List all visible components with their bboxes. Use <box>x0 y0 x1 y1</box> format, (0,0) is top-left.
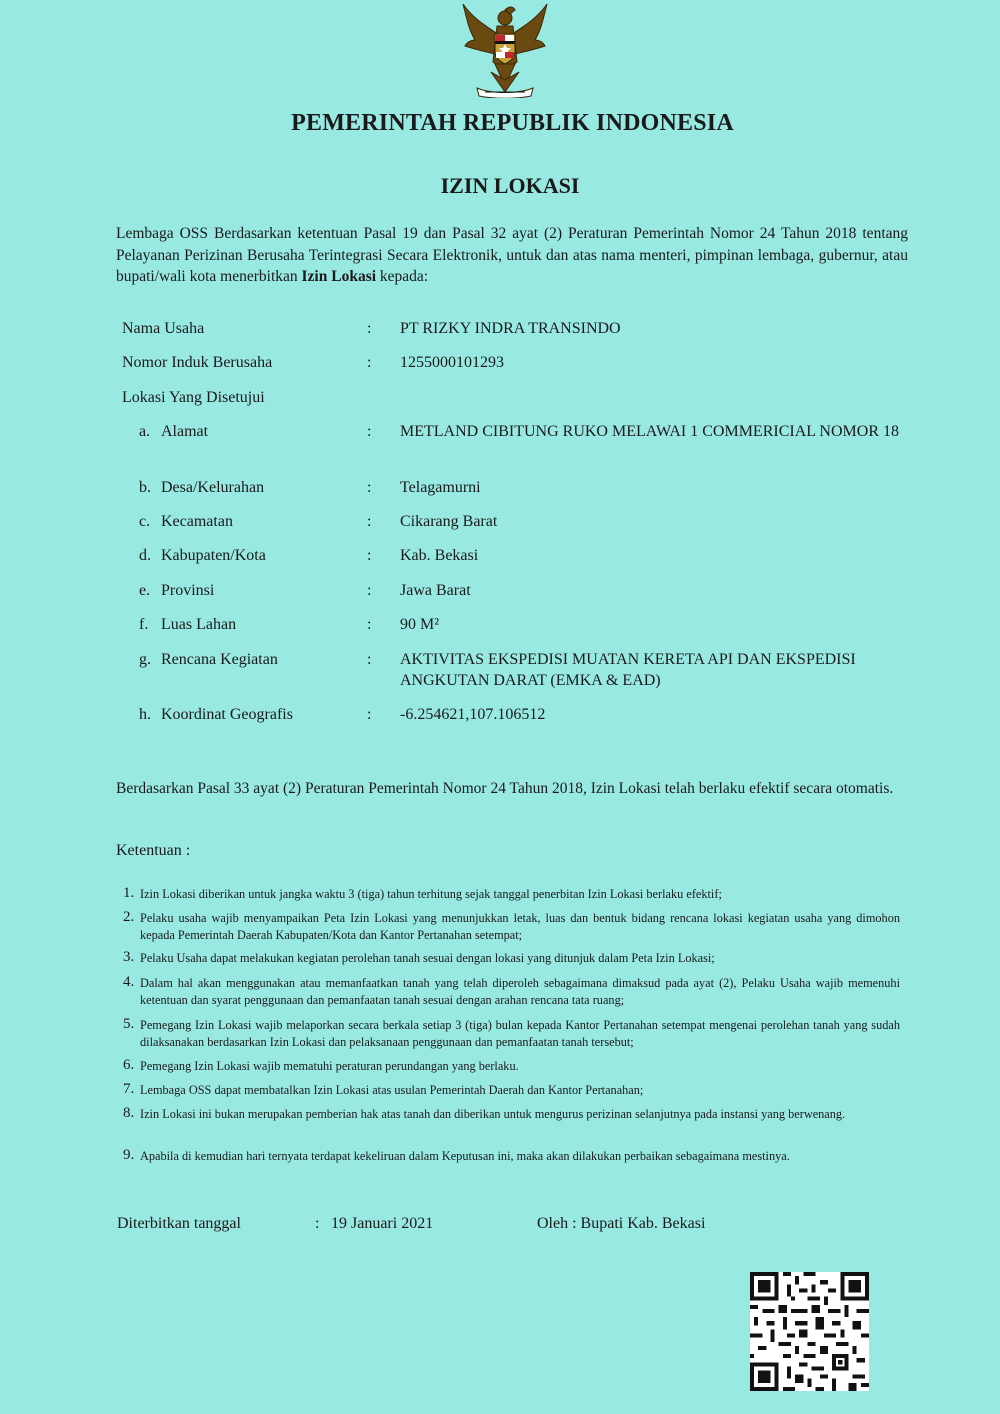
kabupaten-label: Kabupaten/Kota <box>161 547 266 564</box>
list-item-text: Pelaku usaha wajib menyampaikan Peta Izin Lokasi yang menunjukkan letak, luas dan bentuk bidang rencana lokasi kegiatan usaha yang dimohon kepada Pemerintah Daerah Kabupaten/Kota dan Kantor Pertanahan setempat; <box>140 911 900 942</box>
issued-colon: : <box>315 1215 320 1232</box>
issued-date: 19 Januari 2021 <box>331 1215 434 1232</box>
alamat-value: METLAND CIBITUNG RUKO MELAWAI 1 COMMERICIAL NOMOR 18 <box>400 423 899 440</box>
provinsi-label: Provinsi <box>161 582 215 599</box>
nama-usaha-value: PT RIZKY INDRA TRANSINDO <box>400 320 621 337</box>
list-item <box>120 975 900 1009</box>
list-item <box>120 886 900 903</box>
intro-text: Lembaga OSS Berdasarkan ketentuan Pasal 19 dan Pasal 32 ayat (2) Peraturan Pemerintah Nomor 24 Tahun 2018 tentang Pelayanan Perizinan Berusaha Terintegrasi Secara Elektronik, untuk dan atas nama menteri, pimpinan lembaga, gubernur, atau bupati/wali kota menerbitkan <box>116 225 908 285</box>
list-item-text: Pemegang Izin Lokasi wajib mematuhi peraturan perundangan yang berlaku. <box>140 1059 519 1073</box>
field-letter: d. <box>139 547 151 564</box>
field-colon: : <box>367 547 372 564</box>
issued-label: Diterbitkan tanggal <box>117 1215 241 1232</box>
garuda-emblem-icon <box>455 0 555 98</box>
list-item-number: 8. <box>123 1105 135 1121</box>
luas-lahan-label: Luas Lahan <box>161 616 237 633</box>
list-item-number: 2. <box>123 909 135 925</box>
list-item <box>120 1017 900 1051</box>
kecamatan-value: Cikarang Barat <box>400 513 498 530</box>
intro-text-end: kepada: <box>376 268 429 285</box>
list-item <box>120 910 900 944</box>
list-item-text: Izin Lokasi ini bukan merupakan pemberian hak atas tanah dan diberikan untuk mengurus perizinan selanjutnya pada instansi yang berwenang. <box>140 1107 846 1121</box>
qr-code-icon <box>750 1272 869 1391</box>
field-colon: : <box>367 423 372 440</box>
kabupaten-value: Kab. Bekasi <box>400 547 479 564</box>
list-item <box>120 1106 900 1123</box>
issued-by: Oleh : Bupati Kab. Bekasi <box>537 1215 706 1232</box>
field-letter: g. <box>139 651 151 668</box>
desa-label: Desa/Kelurahan <box>161 479 265 496</box>
field-letter: h. <box>139 706 151 723</box>
field-colon: : <box>367 479 372 496</box>
field-colon: : <box>367 651 372 668</box>
list-item-number: 6. <box>123 1057 135 1073</box>
rencana-kegiatan-value: AKTIVITAS EKSPEDISI MUATAN KERETA API DAN EKSPEDISI ANGKUTAN DARAT (EMKA & EAD) <box>400 651 856 689</box>
list-item-number: 3. <box>123 949 135 965</box>
desa-value: Telagamurni <box>400 479 481 496</box>
effective-paragraph: Berdasarkan Pasal 33 ayat (2) Peraturan Pemerintah Nomor 24 Tahun 2018, Izin Lokasi telah berlaku efektif secara otomatis. <box>116 780 894 797</box>
field-letter: f. <box>139 616 149 633</box>
list-item <box>120 1148 900 1165</box>
intro-paragraph <box>116 223 908 288</box>
nib-value: 1255000101293 <box>400 354 504 371</box>
list-item-text: Pemegang Izin Lokasi wajib melaporkan secara berkala setiap 3 (tiga) bulan kepada Kantor Pertanahan setempat mengenai perolehan tanah yang sudah dilaksanakan berdasarkan Izin Lokasi dan pelaksanaan penggunaan dan pemanfaatan tanah tersebut; <box>140 1018 900 1049</box>
kecamatan-label: Kecamatan <box>161 513 233 530</box>
field-letter: a. <box>139 423 151 440</box>
koordinat-value: -6.254621,107.106512 <box>400 706 546 723</box>
government-title: PEMERINTAH REPUBLIK INDONESIA <box>291 110 734 136</box>
lokasi-label: Lokasi Yang Disetujui <box>122 389 265 406</box>
field-colon: : <box>367 320 372 337</box>
provinsi-value: Jawa Barat <box>400 582 471 599</box>
field-colon: : <box>367 513 372 530</box>
field-letter: c. <box>139 513 151 530</box>
koordinat-label: Koordinat Geografis <box>161 706 293 723</box>
list-item <box>120 1058 900 1075</box>
list-item-number: 1. <box>123 885 135 901</box>
luas-lahan-value: 90 M² <box>400 616 440 633</box>
list-item-number: 7. <box>123 1081 135 1097</box>
nib-label: Nomor Induk Berusaha <box>122 354 273 371</box>
list-item-text: Apabila di kemudian hari ternyata terdapat kekeliruan dalam Keputusan ini, maka akan dilakukan perbaikan sebagaimana mestinya. <box>140 1149 790 1163</box>
field-colon: : <box>367 354 372 371</box>
field-colon: : <box>367 582 372 599</box>
field-colon: : <box>367 706 372 723</box>
list-item-text: Pelaku Usaha dapat melakukan kegiatan perolehan tanah sesuai dengan lokasi yang ditunjuk dalam Peta Izin Lokasi; <box>140 951 715 965</box>
list-item-text: Dalam hal akan menggunakan atau memanfaatkan tanah yang telah diperoleh sebagaimana dimaksud pada ayat (2), Pelaku Usaha wajib memenuhi ketentuan dan syarat penggunaan dan pemanfaatan tanah sesuai dengan arahan rencana tata ruang; <box>140 976 900 1007</box>
list-item-text: Lembaga OSS dapat membatalkan Izin Lokasi atas usulan Pemerintah Daerah dan Kantor Pertanahan; <box>140 1083 644 1097</box>
list-item-number: 4. <box>123 974 135 990</box>
ketentuan-heading: Ketentuan : <box>116 842 191 859</box>
nama-usaha-label: Nama Usaha <box>122 320 205 337</box>
rencana-kegiatan-label: Rencana Kegiatan <box>161 651 278 668</box>
list-item-number: 5. <box>123 1016 135 1032</box>
alamat-label: Alamat <box>161 423 209 440</box>
field-letter: e. <box>139 582 151 599</box>
list-item-number: 9. <box>123 1147 135 1163</box>
field-colon: : <box>367 616 372 633</box>
document-title: IZIN LOKASI <box>440 173 580 198</box>
list-item <box>120 1082 900 1099</box>
list-item <box>120 950 900 967</box>
list-item-text: Izin Lokasi diberikan untuk jangka waktu 3 (tiga) tahun terhitung sejak tanggal penerbitan Izin Lokasi berlaku efektif; <box>140 887 722 901</box>
field-letter: b. <box>139 479 151 496</box>
intro-bold-permit: Izin Lokasi <box>301 268 377 285</box>
